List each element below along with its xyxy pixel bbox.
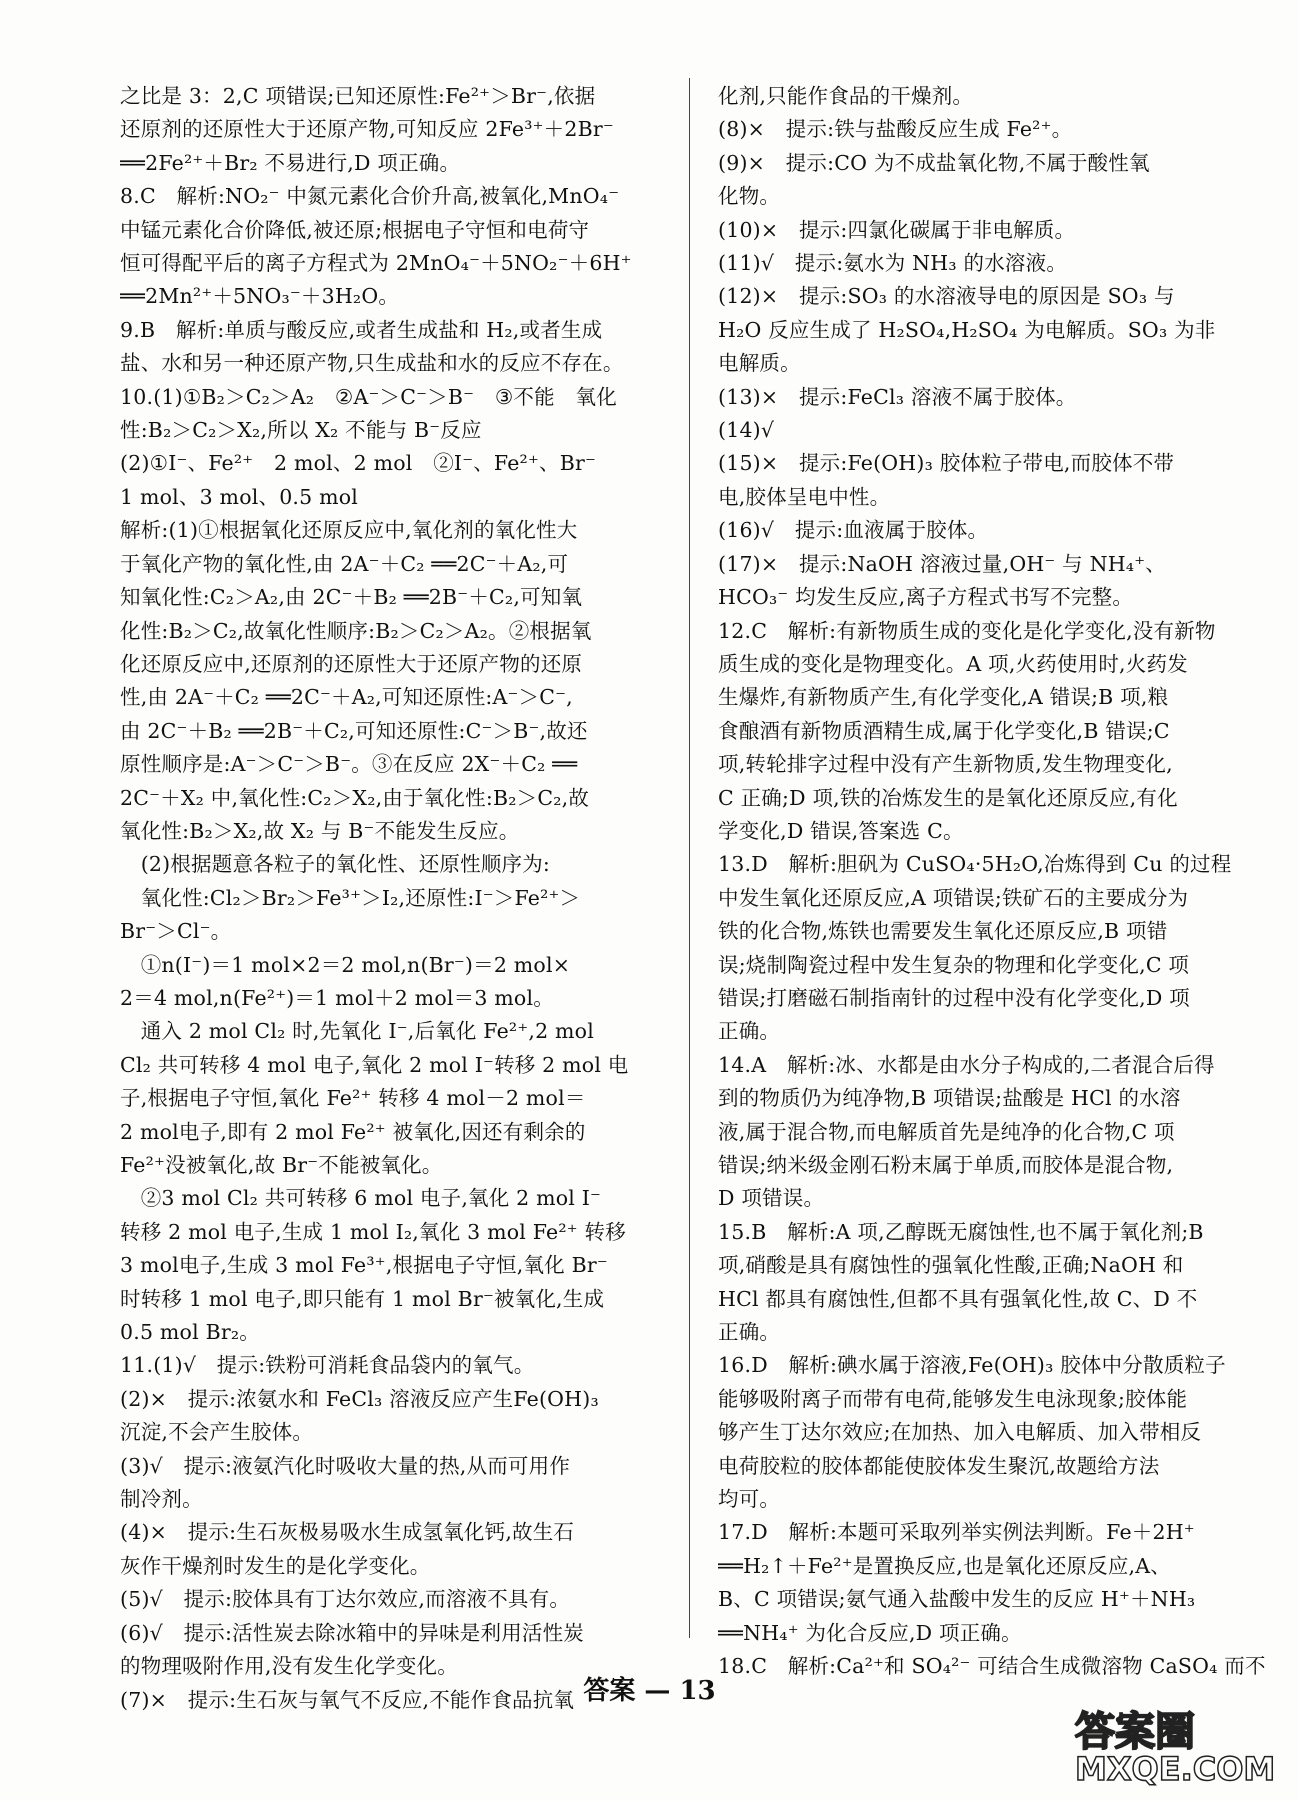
text-line: Fe²⁺没被氧化,故 Br⁻不能被氧化。 [120, 1153, 443, 1177]
text-line: 制冷剂。 [120, 1487, 203, 1512]
text-line: ══2Mn²⁺＋5NO₃⁻＋3H₂O。 [120, 284, 400, 309]
text-line: 化还原反应中,还原剂的还原性大于还原产物的还原 [120, 651, 583, 676]
text-line: ①n(I⁻)＝1 mol×2＝2 mol,n(Br⁻)＝2 mol× [120, 952, 571, 977]
text-line: (11)√ 提示:氨水为 NH₃ 的水溶液。 [718, 251, 1068, 276]
text-line: 错误;打磨磁石制指南针的过程中没有化学变化,D 项 [718, 985, 1190, 1010]
text-line: 由 2C⁻＋B₂ ══2B⁻＋C₂,可知还原性:C⁻＞B⁻,故还 [120, 718, 588, 743]
text-line: 14.A 解析:冰、水都是由水分子构成的,二者混合后得 [718, 1052, 1215, 1077]
text-line: 2C⁻＋X₂ 中,氧化性:C₂＞X₂,由于氧化性:B₂＞C₂,故 [120, 785, 590, 810]
text-line: (3)√ 提示:液氨汽化时吸收大量的热,从而可用作 [120, 1453, 571, 1478]
text-line: 灰作干燥剂时发生的是化学变化。 [120, 1553, 431, 1578]
text-line: 1 mol、3 mol、0.5 mol [120, 484, 359, 509]
text-line: 均可。 [718, 1487, 781, 1512]
text-line: 化性:B₂＞C₂,故氧化性顺序:B₂＞C₂＞A₂。②根据氧 [120, 618, 592, 643]
text-line: 到的物质仍为纯净物,B 项错误;盐酸是 HCl 的水溶 [718, 1086, 1181, 1111]
text-line: 项,转轮排字过程中没有产生新物质,发生物理变化, [718, 752, 1173, 777]
text-line: 还原剂的还原性大于还原产物,可知反应 2Fe³⁺＋2Br⁻ [120, 117, 614, 142]
text-line: 能够吸附离子而带有电荷,能够发生电泳现象;胶体能 [718, 1386, 1188, 1411]
text-line: 12.C 解析:有新物质生成的变化是化学变化,没有新物 [718, 618, 1216, 643]
text-line: 沉淀,不会产生胶体。 [120, 1420, 314, 1445]
text-line: (4)× 提示:生石灰极易吸水生成氢氧化钙,故生石 [120, 1520, 575, 1545]
watermark-logo [1075, 1700, 1275, 1790]
text-line: 2＝4 mol,n(Fe²⁺)＝1 mol＋2 mol＝3 mol。 [120, 985, 554, 1010]
page-footer: 答案 — 13 [583, 1676, 716, 1706]
text-line: 误;烧制陶瓷过程中发生复杂的物理和化学变化,C 项 [718, 952, 1190, 977]
text-line: HCO₃⁻ 均发生反应,离子方程式书写不完整。 [718, 585, 1134, 610]
text-line: (8)× 提示:铁与盐酸反应生成 Fe²⁺。 [718, 117, 1073, 142]
text-line: 正确。 [718, 1019, 781, 1044]
text-line: 11.(1)√ 提示:铁粉可消耗食品袋内的氧气。 [120, 1353, 535, 1378]
text-line: 中发生氧化还原反应,A 项错误;铁矿石的主要成分为 [718, 885, 1189, 910]
text-line: (9)× 提示:CO 为不成盐氧化物,不属于酸性氧 [718, 150, 1150, 175]
watermark-cn: 答案圈 [1075, 1709, 1195, 1755]
text-line: B、C 项错误;氨气通入盐酸中发生的反应 H⁺＋NH₃ [718, 1587, 1196, 1612]
text-line: 9.B 解析:单质与酸反应,或者生成盐和 H₂,或者生成 [120, 317, 603, 342]
text-line: 够产生丁达尔效应;在加热、加入电解质、加入带相反 [718, 1420, 1202, 1445]
text-line: 中锰元素化合价降低,被还原;根据电子守恒和电荷守 [120, 217, 590, 242]
text-line: 10.(1)①B₂＞C₂＞A₂ ②A⁻＞C⁻＞B⁻ ③不能 氧化 [120, 384, 617, 409]
text-line: 2 mol电子,即有 2 mol Fe²⁺ 被氧化,因还有剩余的 [120, 1119, 586, 1144]
text-line: 性:B₂＞C₂＞X₂,所以 X₂ 不能与 B⁻反应 [120, 418, 482, 443]
text-line: (10)× 提示:四氯化碳属于非电解质。 [718, 217, 1076, 242]
text-line: (17)× 提示:NaOH 溶液过量,OH⁻ 与 NH₄⁺、 [718, 551, 1166, 576]
text-line: 原性顺序是:A⁻＞C⁻＞B⁻。③在反应 2X⁻＋C₂ ══ [120, 752, 578, 777]
text-line: HCl 都具有腐蚀性,但都不具有强氧化性,故 C、D 不 [718, 1286, 1198, 1311]
text-line: (2)根据题意各粒子的氧化性、还原性顺序为: [120, 852, 551, 877]
text-line: ══NH₄⁺ 为化合反应,D 项正确。 [718, 1620, 1022, 1645]
text-line: 知氧化性:C₂＞A₂,由 2C⁻＋B₂ ══2B⁻＋C₂,可知氧 [120, 585, 583, 610]
watermark-en: MXQE.COM [1075, 1750, 1276, 1788]
text-line: 13.D 解析:胆矾为 CuSO₄·5H₂O,冶炼得到 Cu 的过程 [718, 852, 1232, 877]
text-line: ══H₂↑＋Fe²⁺是置换反应,也是氧化还原反应,A、 [718, 1553, 1171, 1578]
text-line: 生爆炸,有新物质产生,有化学变化,A 错误;B 项,粮 [718, 685, 1169, 710]
text-line: 食酿酒有新物质酒精生成,属于化学变化,B 错误;C [718, 718, 1170, 743]
text-line: 通入 2 mol Cl₂ 时,先氧化 I⁻,后氧化 Fe²⁺,2 mol [120, 1019, 594, 1044]
text-line: (15)× 提示:Fe(OH)₃ 胶体粒子带电,而胶体不带 [718, 451, 1175, 476]
text-line: ②3 mol Cl₂ 共可转移 6 mol 电子,氧化 2 mol I⁻ [120, 1186, 602, 1211]
text-line: (13)× 提示:FeCl₃ 溶液不属于胶体。 [718, 384, 1077, 409]
text-line: Cl₂ 共可转移 4 mol 电子,氧化 2 mol I⁻转移 2 mol 电 [120, 1052, 629, 1077]
text-line: 的物理吸附作用,没有发生化学变化。 [120, 1654, 458, 1679]
text-line: (7)× 提示:生石灰与氧气不反应,不能作食品抗氧 [120, 1687, 575, 1712]
text-line: 学变化,D 错误,答案选 C。 [718, 818, 964, 843]
text-line: 15.B 解析:A 项,乙醇既无腐蚀性,也不属于氧化剂;B [718, 1219, 1204, 1244]
text-line: (2)①I⁻、Fe²⁺ 2 mol、2 mol ②I⁻、Fe²⁺、Br⁻ [120, 451, 596, 476]
text-line: 氧化性:B₂＞X₂,故 X₂ 与 B⁻不能发生反应。 [120, 818, 520, 843]
text-line: 盐、水和另一种还原产物,只生成盐和水的反应不存在。 [120, 351, 624, 376]
text-line: 化剂,只能作食品的干燥剂。 [718, 84, 974, 108]
text-line: (14)√ [718, 418, 775, 443]
text-line: 18.C 解析:Ca²⁺和 SO₄²⁻ 可结合生成微溶物 CaSO₄ 而不 [718, 1654, 1266, 1679]
text-line: (6)√ 提示:活性炭去除冰箱中的异味是利用活性炭 [120, 1620, 585, 1645]
text-line: (16)√ 提示:血液属于胶体。 [718, 518, 989, 543]
text-line: 电,胶体呈电中性。 [718, 484, 891, 509]
text-line: (2)× 提示:浓氨水和 FeCl₃ 溶液反应产生Fe(OH)₃ [120, 1386, 599, 1411]
text-line: 0.5 mol Br₂。 [120, 1320, 260, 1345]
left-column [120, 80, 675, 1717]
text-line: (12)× 提示:SO₃ 的水溶液导电的原因是 SO₃ 与 [718, 284, 1175, 309]
right-column [718, 80, 1273, 1684]
text-line: 质生成的变化是物理变化。A 项,火药使用时,火药发 [718, 651, 1188, 676]
text-line: 17.D 解析:本题可采取列举实例法判断。Fe＋2H⁺ [718, 1520, 1195, 1545]
text-line: 项,硝酸是具有腐蚀性的强氧化性酸,正确;NaOH 和 [718, 1253, 1184, 1278]
text-line: ══2Fe²⁺＋Br₂ 不易进行,D 项正确。 [120, 150, 461, 175]
text-line: 3 mol电子,生成 3 mol Fe³⁺,根据电子守恒,氧化 Br⁻ [120, 1253, 608, 1278]
column-divider [689, 78, 690, 1638]
text-line: 电解质。 [718, 351, 801, 376]
text-line: 氧化性:Cl₂＞Br₂＞Fe³⁺＞I₂,还原性:I⁻＞Fe²⁺＞ [120, 885, 581, 910]
text-line: 解析:(1)①根据氧化还原反应中,氧化剂的氧化性大 [120, 518, 578, 543]
text-line: 恒可得配平后的离子方程式为 2MnO₄⁻＋5NO₂⁻＋6H⁺ [120, 251, 632, 276]
text-line: 液,属于混合物,而电解质首先是纯净的化合物,C 项 [718, 1119, 1175, 1144]
text-line: D 项错误。 [718, 1186, 825, 1211]
text-line: 于氧化产物的氧化性,由 2A⁻＋C₂ ══2C⁻＋A₂,可 [120, 551, 569, 576]
text-line: 化物。 [718, 184, 781, 209]
text-line: 转移 2 mol 电子,生成 1 mol I₂,氧化 3 mol Fe²⁺ 转移 [120, 1219, 626, 1244]
text-line: Br⁻＞Cl⁻。 [120, 919, 232, 944]
text-line: 性,由 2A⁻＋C₂ ══2C⁻＋A₂,可知还原性:A⁻＞C⁻, [120, 685, 573, 710]
text-line: 错误;纳米级金刚石粉末属于单质,而胶体是混合物, [718, 1153, 1174, 1177]
text-line: 铁的化合物,炼铁也需要发生氧化还原反应,B 项错 [718, 919, 1168, 944]
text-line: 子,根据电子守恒,氧化 Fe²⁺ 转移 4 mol－2 mol＝ [120, 1086, 586, 1111]
text-line: 正确。 [718, 1320, 781, 1345]
text-line: 16.D 解析:碘水属于溶液,Fe(OH)₃ 胶体中分散质粒子 [718, 1353, 1226, 1378]
text-line: 8.C 解析:NO₂⁻ 中氮元素化合价升高,被氧化,MnO₄⁻ [120, 184, 620, 209]
text-line: C 正确;D 项,铁的冶炼发生的是氧化还原反应,有化 [718, 785, 1178, 810]
text-line: (5)√ 提示:胶体具有丁达尔效应,而溶液不具有。 [120, 1587, 571, 1612]
text-line: H₂O 反应生成了 H₂SO₄,H₂SO₄ 为电解质。SO₃ 为非 [718, 317, 1216, 342]
text-line: 时转移 1 mol 电子,即只能有 1 mol Br⁻被氧化,生成 [120, 1286, 605, 1311]
text-line: 电荷胶粒的胶体都能使胶体发生聚沉,故题给方法 [718, 1453, 1160, 1478]
text-line: 之比是 3：2,C 项错误;已知还原性:Fe²⁺＞Br⁻,依据 [120, 84, 596, 108]
